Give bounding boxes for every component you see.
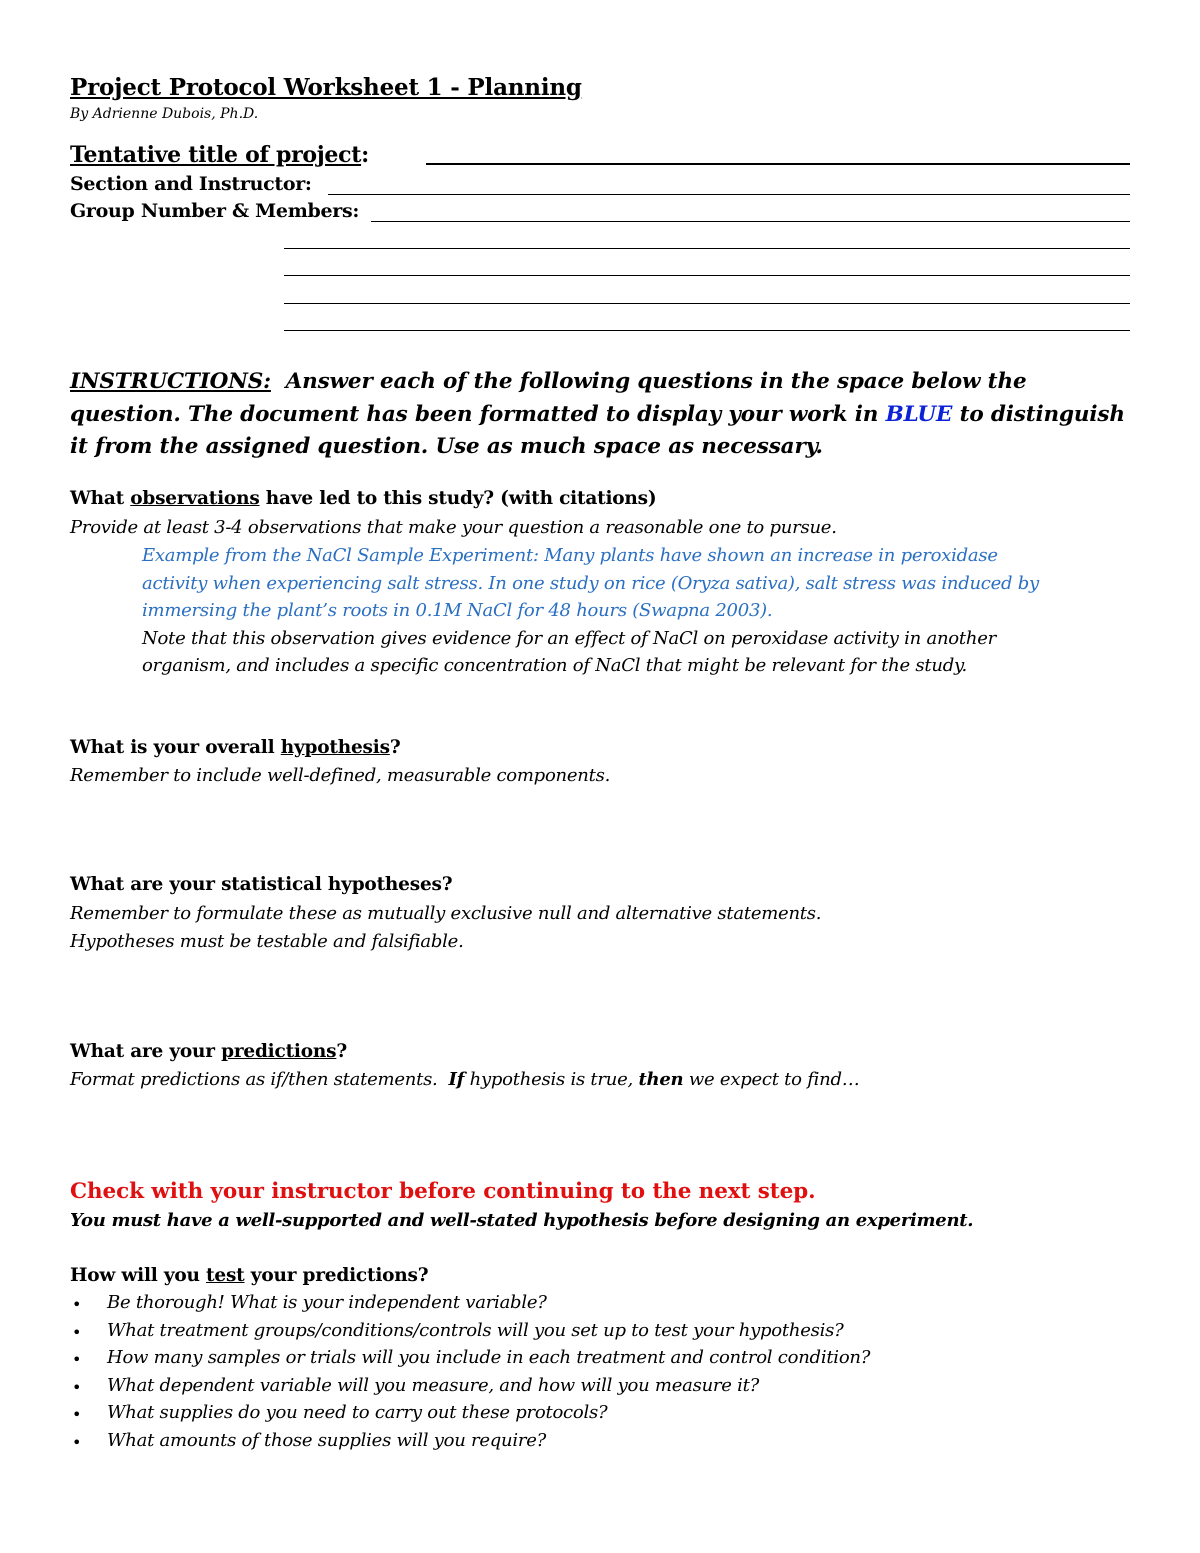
instructions: INSTRUCTIONS: Answer each of the following questions in the space below the question. The document has been formatted to display your work in BLUE to distinguish it from the assigned question. Use as much space as necessary. — [70, 369, 1125, 459]
statistical-prompt: Remember to formulate these as mutually exclusive null and alternative statements. — [70, 903, 822, 924]
predictions-prompt: Format predictions as if/then statements. If hypothesis is true, then we expect to find… — [70, 1069, 860, 1090]
hypothesis-prompt: Remember to include well-defined, measurable components. — [70, 765, 611, 786]
page-title: Project Protocol Worksheet 1 - Planning — [70, 74, 582, 101]
note-line: Note that this observation gives evidence for an effect of NaCl on peroxidase activity in another — [142, 627, 996, 649]
blue-keyword: BLUE — [885, 401, 953, 427]
predictions-question: What are your predictions? — [70, 1041, 347, 1062]
bullet-icon: • — [72, 1350, 82, 1370]
test-question: How will you test your predictions? — [70, 1265, 429, 1286]
bullet-icon: • — [72, 1377, 82, 1397]
observations-prompt: Provide at least 3-4 observations that make your question a reasonable one to pursue. — [70, 517, 837, 538]
member-line[interactable] — [284, 330, 1130, 331]
group-members-label: Group Number & Members: — [70, 200, 360, 222]
bullet-icon: • — [72, 1432, 82, 1452]
tentative-title-label: Tentative title of project: — [70, 142, 369, 168]
checkpoint-warning: Check with your instructor before continuing to the next step. — [70, 1179, 816, 1204]
statistical-prompt: Hypotheses must be testable and falsifiable. — [70, 931, 464, 952]
list-item: • Be thorough! What is your independent variable? — [72, 1292, 547, 1314]
statistical-question: What are your statistical hypotheses? — [70, 874, 453, 895]
example-line: Example from the NaCl Sample Experiment: Many plants have shown an increase in peroxidase — [142, 545, 998, 566]
list-item: • How many samples or trials will you include in each treatment and control condition? — [72, 1347, 871, 1370]
example-line: immersing the plant’s roots in 0.1M NaCl for 48 hours (Swapna 2003). — [142, 600, 773, 621]
member-line[interactable] — [284, 303, 1130, 304]
section-instructor-label: Section and Instructor: — [70, 173, 312, 195]
section-instructor-field[interactable] — [328, 194, 1130, 195]
list-item: • What treatment groups/conditions/controls will you set up to test your hypothesis? — [72, 1319, 844, 1342]
member-line[interactable] — [284, 275, 1130, 276]
checkpoint-note: You must have a well-supported and well-stated hypothesis before designing an experiment. — [70, 1210, 974, 1231]
note-line: organism, and includes a specific concentration of NaCl that might be relevant for the study. — [142, 655, 967, 676]
bullet-icon: • — [72, 1405, 82, 1425]
test-checklist — [70, 1292, 870, 1458]
list-item: • What amounts of those supplies will you require? — [72, 1429, 547, 1452]
observations-question: What observations have led to this study? (with citations) — [70, 488, 657, 509]
list-item: • What dependent variable will you measure, and how will you measure it? — [72, 1374, 760, 1397]
list-item: • What supplies do you need to carry out these protocols? — [72, 1402, 608, 1425]
bullet-icon: • — [72, 1322, 82, 1342]
bullet-icon: • — [72, 1295, 82, 1314]
group-members-field[interactable] — [371, 221, 1130, 222]
member-line[interactable] — [284, 248, 1130, 249]
example-line: activity when experiencing salt stress. In one study on rice (Oryza sativa), salt stress was induced by — [142, 572, 1039, 594]
author-byline: By Adrienne Dubois, Ph.D. — [70, 106, 259, 122]
hypothesis-question: What is your overall hypothesis? — [70, 737, 401, 758]
tentative-title-field[interactable] — [426, 163, 1130, 165]
